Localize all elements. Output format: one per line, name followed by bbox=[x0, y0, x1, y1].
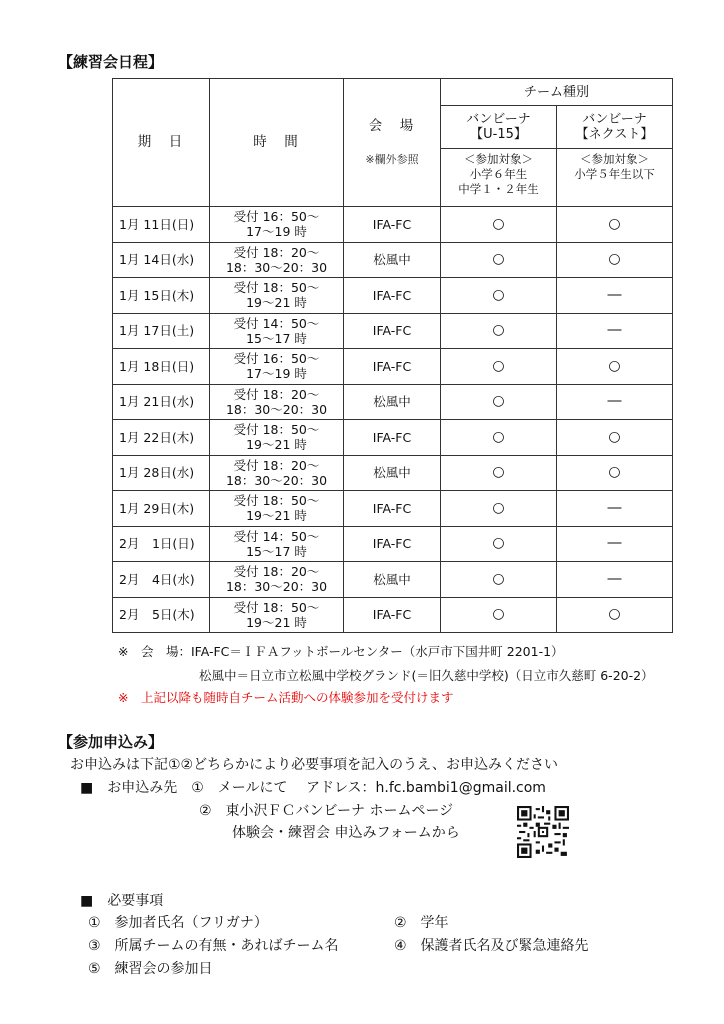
row-time-range: 15～17 時 bbox=[246, 543, 307, 559]
row-u15-mark: ○ bbox=[441, 526, 557, 562]
row-u15-mark: ○ bbox=[441, 242, 557, 278]
row-venue: IFA-FC bbox=[344, 491, 441, 527]
row-venue: IFA-FC bbox=[344, 420, 441, 456]
row-time-range: 18：30～20：30 bbox=[225, 472, 328, 488]
header-team-type: チーム種別 bbox=[441, 79, 673, 106]
target-u15-line2: 中学１・２年生 bbox=[458, 182, 539, 196]
header-time: 時 間 bbox=[210, 79, 344, 207]
row-time-range: 19～21 時 bbox=[246, 614, 307, 630]
row-u15-mark: ○ bbox=[441, 597, 557, 633]
row-time bbox=[210, 242, 344, 278]
row-time-range: 18：30～20：30 bbox=[225, 401, 328, 417]
venue-note-2: 松風中＝日立市立松風中学校グランド(＝旧久慈中学校)（日立市久慈町 6-20-2） bbox=[199, 668, 654, 683]
row-date: 1月 15日(木) bbox=[113, 278, 210, 314]
row-date: 1月 11日(日) bbox=[113, 207, 210, 243]
venue-note-1: ※ 会 場：IFA-FC＝ＩＦＡフットボールセンター（水戸市下国井町 2201-1） bbox=[118, 644, 564, 659]
row-u15-mark: ○ bbox=[441, 207, 557, 243]
row-time-reception: 受付 18：50～ bbox=[233, 493, 320, 509]
schedule-row bbox=[113, 562, 673, 598]
row-time-reception: 受付 16：50～ bbox=[233, 351, 320, 367]
row-time bbox=[210, 562, 344, 598]
target-next-line1: 小学５年生以下 bbox=[574, 167, 655, 181]
row-venue: IFA-FC bbox=[344, 313, 441, 349]
row-u15-mark: ○ bbox=[441, 491, 557, 527]
row-next-mark: ― bbox=[557, 491, 673, 527]
row-date: 1月 18日(日) bbox=[113, 349, 210, 385]
header-date: 期 日 bbox=[113, 79, 210, 207]
row-time bbox=[210, 526, 344, 562]
red-note: ※ 上記以降も随時自チーム活動への体験参加を受付けます bbox=[118, 690, 454, 705]
row-time-reception: 受付 16：50～ bbox=[233, 209, 320, 225]
row-time bbox=[210, 207, 344, 243]
application-title: 【参加申込み】 bbox=[58, 733, 164, 751]
required-item-2: ② 学年 bbox=[394, 915, 449, 931]
qr-code-icon[interactable] bbox=[517, 806, 569, 858]
row-venue: IFA-FC bbox=[344, 526, 441, 562]
required-item-1: ① 参加者氏名（フリガナ） bbox=[88, 915, 268, 931]
row-time-reception: 受付 18：20～ bbox=[233, 564, 320, 580]
schedule-row bbox=[113, 526, 673, 562]
team-u15-label: 【U-15】 bbox=[470, 127, 527, 142]
row-time bbox=[210, 349, 344, 385]
row-venue: 松風中 bbox=[344, 242, 441, 278]
row-time-range: 17～19 時 bbox=[246, 224, 307, 240]
application-line-form: 体験会・練習会 申込みフォームから bbox=[232, 825, 460, 841]
required-item-4: ④ 保護者氏名及び緊急連絡先 bbox=[394, 938, 589, 954]
row-date: 2月 1日(日) bbox=[113, 526, 210, 562]
row-time-range: 15～17 時 bbox=[246, 330, 307, 346]
schedule-row bbox=[113, 420, 673, 456]
header-target-next bbox=[557, 149, 673, 207]
row-time-reception: 受付 18：50～ bbox=[233, 599, 320, 615]
schedule-row bbox=[113, 455, 673, 491]
header-team-next bbox=[557, 106, 673, 149]
row-time-range: 19～21 時 bbox=[246, 437, 307, 453]
row-u15-mark: ○ bbox=[441, 455, 557, 491]
schedule-row bbox=[113, 349, 673, 385]
row-time bbox=[210, 278, 344, 314]
row-next-mark: ○ bbox=[557, 207, 673, 243]
row-time-reception: 受付 18：50～ bbox=[233, 422, 320, 438]
row-date: 1月 28日(水) bbox=[113, 455, 210, 491]
row-time-range: 19～21 時 bbox=[246, 295, 307, 311]
row-time-range: 19～21 時 bbox=[246, 508, 307, 524]
row-u15-mark: ○ bbox=[441, 313, 557, 349]
row-next-mark: ― bbox=[557, 562, 673, 598]
row-next-mark: ― bbox=[557, 278, 673, 314]
schedule-row bbox=[113, 313, 673, 349]
header-venue-cell bbox=[344, 79, 441, 207]
header-target-u15 bbox=[441, 149, 557, 207]
header-venue-note: ※欄外参照 bbox=[365, 152, 419, 166]
header-team-u15 bbox=[441, 106, 557, 149]
schedule-row bbox=[113, 491, 673, 527]
row-time-reception: 受付 14：50～ bbox=[233, 315, 320, 331]
schedule-row bbox=[113, 597, 673, 633]
row-venue: 松風中 bbox=[344, 562, 441, 598]
row-venue: 松風中 bbox=[344, 384, 441, 420]
schedule-row bbox=[113, 278, 673, 314]
row-next-mark: ○ bbox=[557, 349, 673, 385]
row-date: 2月 5日(木) bbox=[113, 597, 210, 633]
row-date: 1月 22日(木) bbox=[113, 420, 210, 456]
row-time-reception: 受付 14：50～ bbox=[233, 528, 320, 544]
row-venue: IFA-FC bbox=[344, 349, 441, 385]
row-time bbox=[210, 384, 344, 420]
target-u15-line1: 小学６年生 bbox=[469, 167, 528, 181]
row-time-range: 17～19 時 bbox=[246, 366, 307, 382]
row-date: 1月 29日(木) bbox=[113, 491, 210, 527]
row-u15-mark: ○ bbox=[441, 562, 557, 598]
row-time-reception: 受付 18：20～ bbox=[233, 386, 320, 402]
schedule-row bbox=[113, 242, 673, 278]
application-line-email: ■ お申込み先 ① メールにて アドレス：h.fc.bambi1@gmail.com bbox=[80, 780, 546, 796]
application-line-homepage: ② 東小沢ＦＣバンビーナ ホームページ bbox=[199, 803, 454, 819]
row-venue: IFA-FC bbox=[344, 597, 441, 633]
row-time-reception: 受付 18：50～ bbox=[233, 280, 320, 296]
team-next-label: 【ネクスト】 bbox=[575, 127, 654, 142]
target-u15-heading: ＜参加対象＞ bbox=[464, 152, 533, 166]
application-intro: お申込みは下記①②どちらかにより必要事項を記入のうえ、お申込みください bbox=[70, 757, 558, 773]
row-u15-mark: ○ bbox=[441, 349, 557, 385]
row-venue: IFA-FC bbox=[344, 207, 441, 243]
row-u15-mark: ○ bbox=[441, 420, 557, 456]
row-next-mark: ○ bbox=[557, 455, 673, 491]
row-time-reception: 受付 18：20～ bbox=[233, 244, 320, 260]
row-next-mark: ○ bbox=[557, 242, 673, 278]
required-title: ■ 必要事項 bbox=[80, 893, 164, 909]
row-u15-mark: ○ bbox=[441, 384, 557, 420]
row-time bbox=[210, 455, 344, 491]
row-next-mark: ― bbox=[557, 384, 673, 420]
row-time bbox=[210, 491, 344, 527]
row-time bbox=[210, 313, 344, 349]
row-venue: 松風中 bbox=[344, 455, 441, 491]
row-time-range: 18：30～20：30 bbox=[225, 579, 328, 595]
row-date: 2月 4日(水) bbox=[113, 562, 210, 598]
row-time bbox=[210, 420, 344, 456]
schedule-row bbox=[113, 207, 673, 243]
header-venue: 会 場 bbox=[368, 117, 416, 134]
practice-schedule-title: 【練習会日程】 bbox=[58, 53, 164, 71]
row-next-mark: ○ bbox=[557, 420, 673, 456]
row-time-reception: 受付 18：20～ bbox=[233, 457, 320, 473]
row-date: 1月 21日(水) bbox=[113, 384, 210, 420]
team-next-name: バンビーナ bbox=[582, 112, 647, 127]
target-next-heading: ＜参加対象＞ bbox=[580, 152, 649, 166]
row-date: 1月 17日(土) bbox=[113, 313, 210, 349]
row-date: 1月 14日(水) bbox=[113, 242, 210, 278]
row-time bbox=[210, 597, 344, 633]
required-item-5: ⑤ 練習会の参加日 bbox=[88, 961, 213, 977]
row-time-range: 18：30～20：30 bbox=[225, 259, 328, 275]
row-next-mark: ― bbox=[557, 313, 673, 349]
row-venue: IFA-FC bbox=[344, 278, 441, 314]
row-u15-mark: ○ bbox=[441, 278, 557, 314]
schedule-row bbox=[113, 384, 673, 420]
required-item-3: ③ 所属チームの有無・あればチーム名 bbox=[88, 938, 339, 954]
row-next-mark: ― bbox=[557, 526, 673, 562]
schedule-table bbox=[112, 78, 673, 633]
team-u15-name: バンビーナ bbox=[466, 112, 531, 127]
row-next-mark: ○ bbox=[557, 597, 673, 633]
